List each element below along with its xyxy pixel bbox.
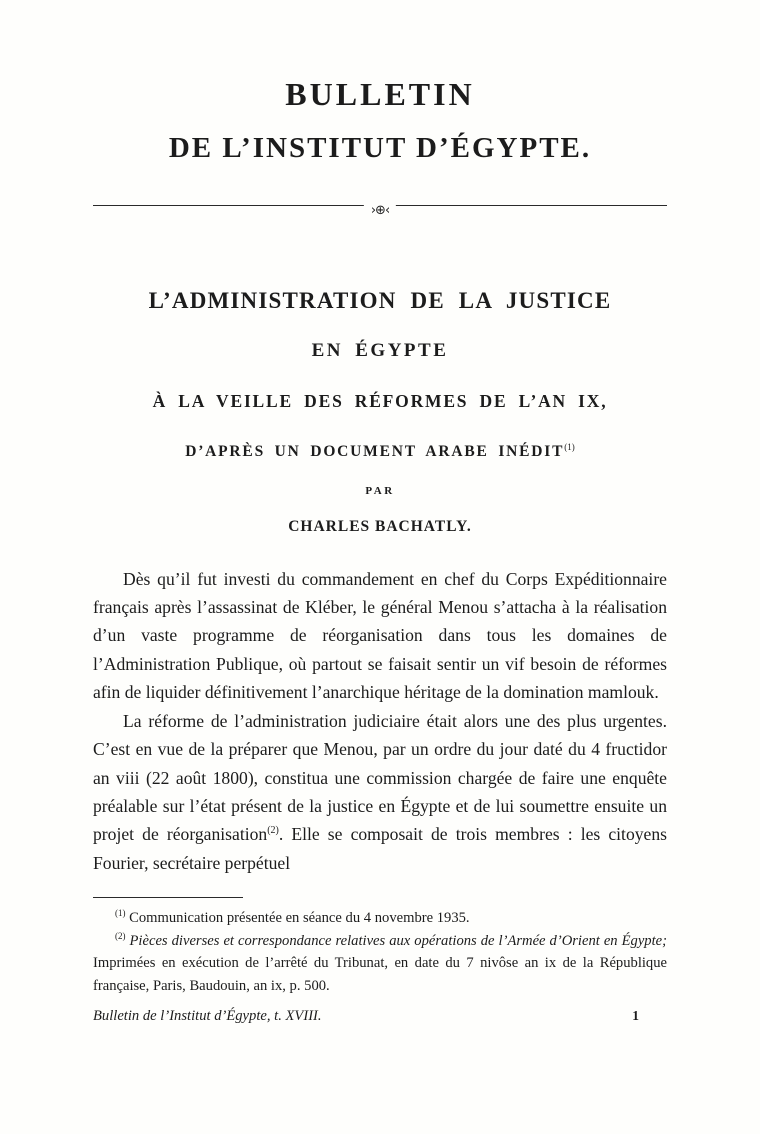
footnote-ref-2: (2) (267, 825, 279, 837)
footnote-2-text: Imprimées en exécution de l’arrêté du Tribunat, en date du 7 nivôse an ix de la République française, Paris, Baudouin, an ix, p. 500. (93, 955, 667, 994)
journal-title-line1: BULLETIN (285, 76, 475, 112)
article-title-line4 (93, 443, 667, 460)
footnote-1 (93, 907, 667, 930)
author-name: CHARLES BACHATLY. (288, 518, 472, 536)
article-title-line3: À LA VEILLE DES RÉFORMES DE L’AN IX, (152, 391, 608, 411)
ornamental-divider (93, 205, 667, 219)
page-footer (93, 1008, 667, 1025)
footnote-2 (93, 930, 667, 998)
article-heading (93, 289, 667, 535)
body-paragraph-2-text-a: La réforme de l’administration judiciaire était alors une des plus urgentes. C’est en vue de la préparer que Menou, par un ordre du jour daté du 4 fructidor an viii (22 août 1800), constitua une commission chargée de faire une enquête préalable sur l’état présent de la justice en Égypte et de lui soumettre ensuite un projet de réorganisation (93, 710, 667, 845)
article-title-line4-text: D’APRÈS UN DOCUMENT ARABE INÉDIT (185, 442, 565, 460)
body-paragraph-2 (93, 707, 667, 877)
body-paragraph-2-text-b: . Elle se composait de trois membres : les citoyens Fourier, secrétaire perpétuel (93, 824, 667, 873)
fleuron-ornament-icon: ›⊕‹ (364, 203, 396, 218)
journal-title-line2: DE L’INSTITUT D’ÉGYPTE. (168, 132, 592, 164)
footnote-2-italic-text: Pièces diverses et correspondance relatives aux opérations de l’Armée d’Orient en Égypte; (125, 932, 667, 949)
footnote-section (93, 897, 667, 997)
footnote-ref-1: (1) (564, 441, 575, 452)
running-title: Bulletin de l’Institut d’Égypte, t. XVIII. (93, 1007, 322, 1024)
footnote-1-text: Communication présentée en séance du 4 novembre 1935. (125, 910, 470, 927)
journal-masthead (93, 78, 667, 163)
footnote-1-marker: (1) (115, 908, 126, 919)
body-paragraph-1: Dès qu’il fut investi du commandement en chef du Corps Expéditionnaire français après l’assassinat de Kléber, le général Menou s’attacha à la réalisation d’un vaste programme de réorganisation dans tous les domaines de l’Administration Publique, où partout se faisait sentir un vif besoin de réformes afin de liquider définitivement l’anarchique héritage de la domination mamlouk. (93, 568, 667, 703)
byline-label: PAR (365, 485, 395, 498)
article-body (93, 565, 667, 877)
article-title-line2: EN ÉGYPTE (311, 340, 449, 361)
article-title-line1: L’ADMINISTRATION DE LA JUSTICE (148, 288, 612, 313)
page-number: 1 (632, 1007, 639, 1023)
footnote-2-marker: (2) (115, 930, 126, 941)
footnote-separator-rule (93, 897, 243, 898)
